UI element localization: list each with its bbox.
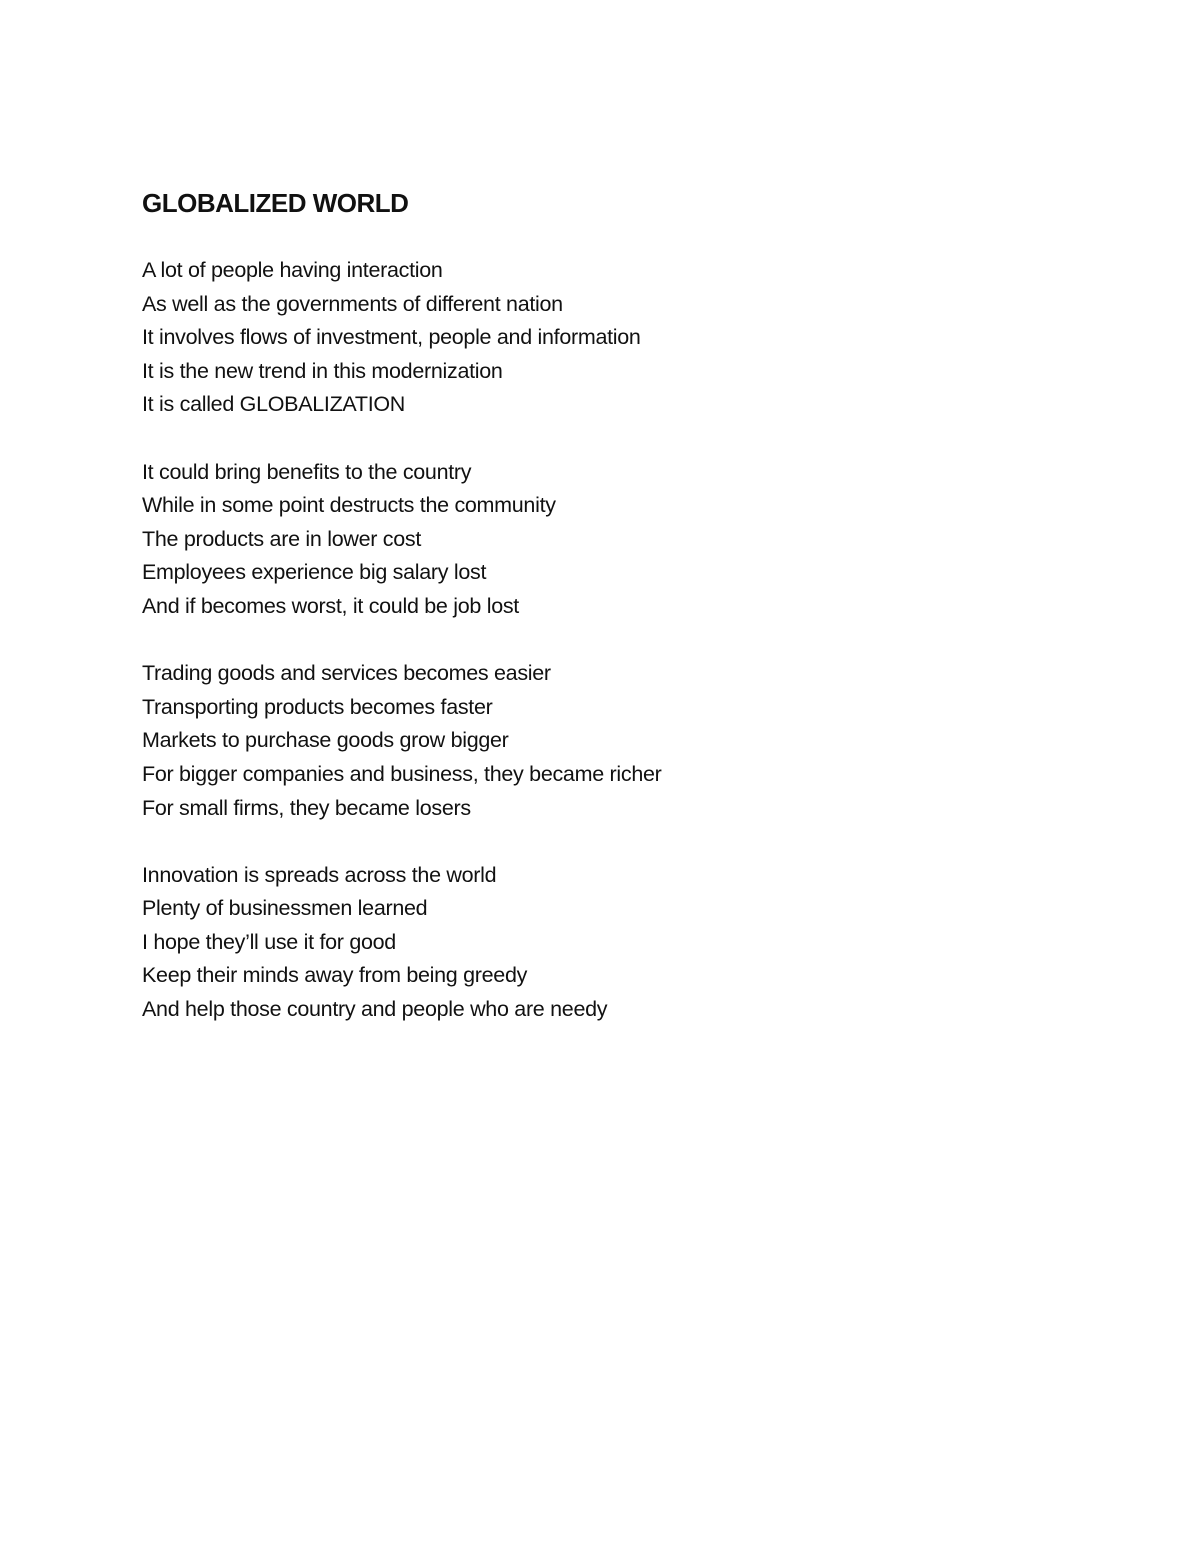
- poem-line: As well as the governments of different nation: [142, 291, 563, 316]
- poem-line: The products are in lower cost: [142, 526, 421, 551]
- poem-line: Employees experience big salary lost: [142, 560, 487, 585]
- poem-line: Keep their minds away from being greedy: [142, 963, 528, 988]
- poem-body: [142, 254, 1142, 1060]
- stanza-2: [142, 456, 1142, 624]
- poem-line: A lot of people having interaction: [142, 258, 443, 282]
- stanza-4: [142, 859, 1142, 1027]
- stanza-3: [142, 657, 1142, 825]
- poem-title: GLOBALIZED WORLD: [142, 188, 409, 218]
- poem-line: While in some point destructs the community: [142, 493, 556, 518]
- poem-line: And help those country and people who are needy: [142, 997, 608, 1022]
- poem-line: I hope they’ll use it for good: [142, 929, 396, 954]
- poem-line: Markets to purchase goods grow bigger: [142, 728, 509, 753]
- poem-line: Transporting products becomes faster: [142, 694, 493, 719]
- poem-line: Plenty of businessmen learned: [142, 896, 428, 921]
- poem-line: For small firms, they became losers: [142, 795, 471, 820]
- poem-line: It involves flows of investment, people and information: [142, 325, 641, 350]
- stanza-1: [142, 254, 1142, 422]
- poem-line: Innovation is spreads across the world: [142, 862, 497, 887]
- poem-line: It is called GLOBALIZATION: [142, 392, 406, 417]
- poem-line: It could bring benefits to the country: [142, 459, 472, 484]
- poem-line: For bigger companies and business, they became richer: [142, 761, 662, 786]
- poem-line: And if becomes worst, it could be job lost: [142, 593, 519, 618]
- poem-line: Trading goods and services becomes easier: [142, 661, 551, 686]
- poem-line: It is the new trend in this modernization: [142, 358, 503, 383]
